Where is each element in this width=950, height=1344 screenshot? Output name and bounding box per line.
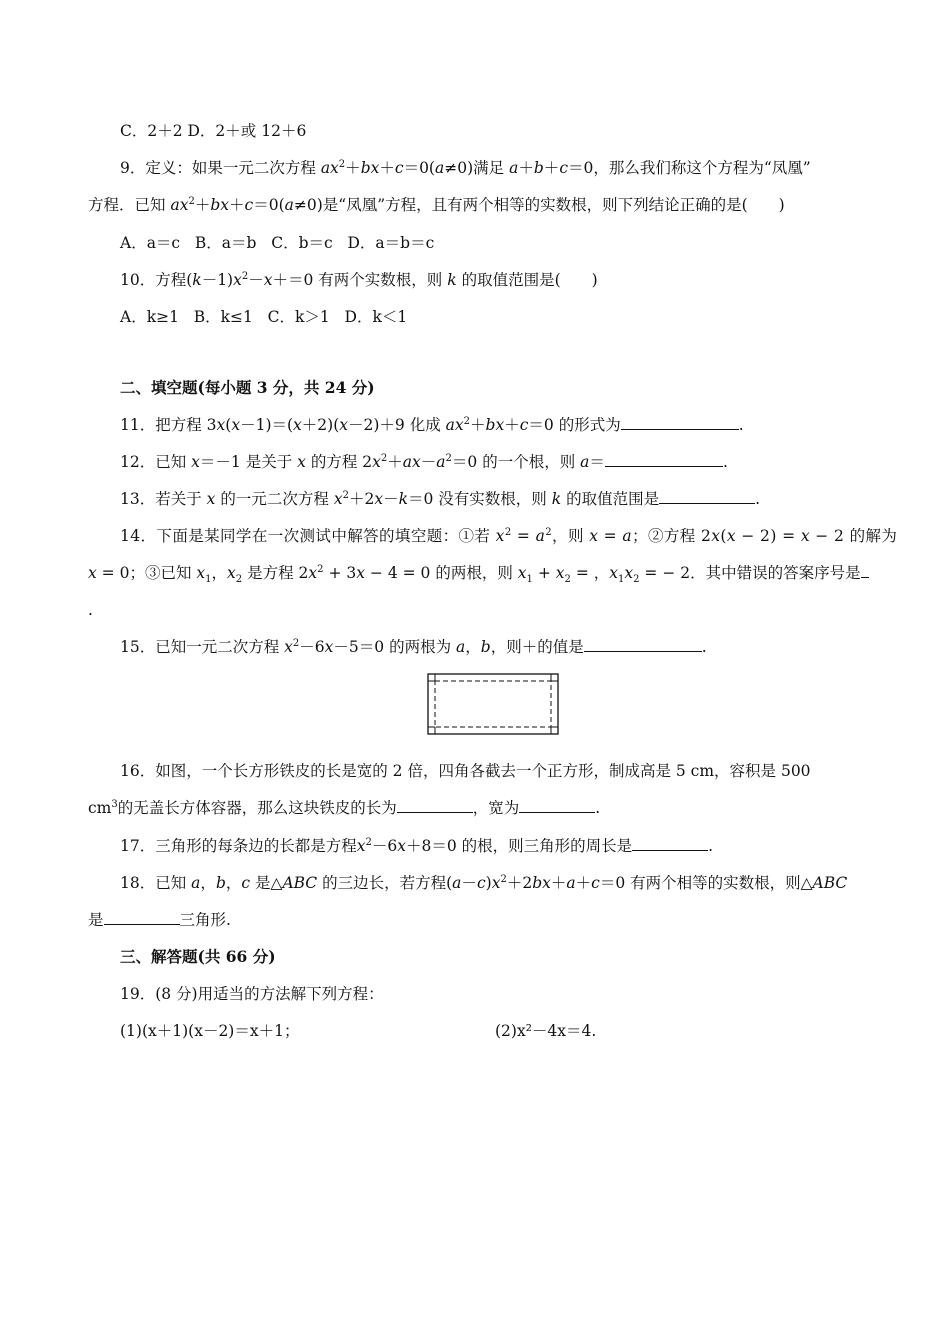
question-10: 10．方程$(k-1)x^2-x+=0$ 有两个实数根，则 k 的取值范围是( ) (120, 270, 598, 289)
question-19-part2: (2)x²－4x＝4. (495, 1022, 597, 1040)
answer-blank[interactable] (605, 452, 723, 467)
question-19-part1: (1)(x＋1)(x－2)＝x＋1； (120, 1022, 300, 1040)
answer-blank[interactable] (519, 798, 595, 813)
answer-blank[interactable] (659, 489, 755, 504)
question-19-title: 19．(8 分)用适当的方法解下列方程： (120, 985, 384, 1003)
answer-blank[interactable] (621, 415, 739, 430)
question-18-line2: 是 三角形. (88, 911, 231, 929)
question-14-line3: . (88, 601, 93, 619)
iron-sheet-figure (427, 673, 559, 735)
section-2-heading: 二、填空题(每小题 3 分，共 24 分) (120, 378, 375, 397)
question-9-line2: 方程．已知 $ax^2+bx+c=0(a\ne 0)$是“凤凰”方程，且有两个相等的实数根，则下列结论正确的是( ) (88, 195, 785, 214)
answer-blank[interactable] (632, 836, 708, 851)
question-14-line2: x = 0；③已知 $x_1$，$x_2$ 是方程 $2x^2 + 3x - 4 = 0$ 的两根，则 $x_1 + x_2$ = ，$x_1x_2$ = − 2．其中错误的答案序号是 (88, 563, 869, 583)
question-9-line1: 9．定义：如果一元二次方程 $ax^2+bx+c=0(a\ne 0)$满足 a＋b＋c＝0，那么我们称这个方程为“凤凰” (120, 158, 811, 177)
answer-blank[interactable] (584, 637, 702, 652)
answer-blank[interactable] (397, 798, 473, 813)
question-15: 15．已知一元二次方程 $x^2-6x-5=0$ 的两根为 a，b，则＋的值是 . (120, 637, 707, 656)
question-9-options: A．a＝c B．a＝b C．b＝c D．a＝b＝c (120, 234, 435, 252)
question-18-line1: 18．已知 a，b，c 是△ABC 的三边长，若方程$(a-c)x^2+2bx+a+c=0$ 有两个相等的实数根，则△ABC (120, 873, 848, 892)
answer-blank[interactable] (861, 563, 869, 578)
q8-options: C．2＋2 D．2＋或 12＋6 (120, 122, 307, 140)
section-3-heading: 三、解答题(共 66 分) (120, 947, 276, 966)
question-16-line2: $cm^3$的无盖长方体容器，那么这块铁皮的长为 ，宽为 . (88, 798, 601, 817)
question-12: 12．已知 x＝－1 是关于 x 的方程 $2x^2+ax-a^2=0$ 的一个根，则 a＝ . (120, 452, 728, 471)
question-13: 13．若关于 x 的一元二次方程 $x^2+2x-k=0$ 没有实数根，则 k 的取值范围是 . (120, 489, 761, 508)
question-14-line1: 14．下面是某同学在一次测试中解答的填空题：①若 $x^2 = a^2$，则 x = a；②方程 2x(x − 2) = x − 2 的解为 (120, 526, 898, 545)
answer-blank[interactable] (104, 910, 180, 925)
question-16-line1: 16．如图，一个长方形铁皮的长是宽的 2 倍，四角各截去一个正方形，制成高是 5 cm，容积是 500 (120, 762, 811, 780)
question-11: 11．把方程 3x(x－1)＝(x＋2)(x－2)＋9 化成 $ax^2+bx+c=0$ 的形式为 . (120, 415, 744, 434)
question-10-options: A．k≥1 B．k≤1 C．k＞1 D．k＜1 (120, 308, 408, 326)
question-17: 17．三角形的每条边的长都是方程$x^2-6x+8=0$ 的根，则三角形的周长是 . (120, 836, 714, 855)
